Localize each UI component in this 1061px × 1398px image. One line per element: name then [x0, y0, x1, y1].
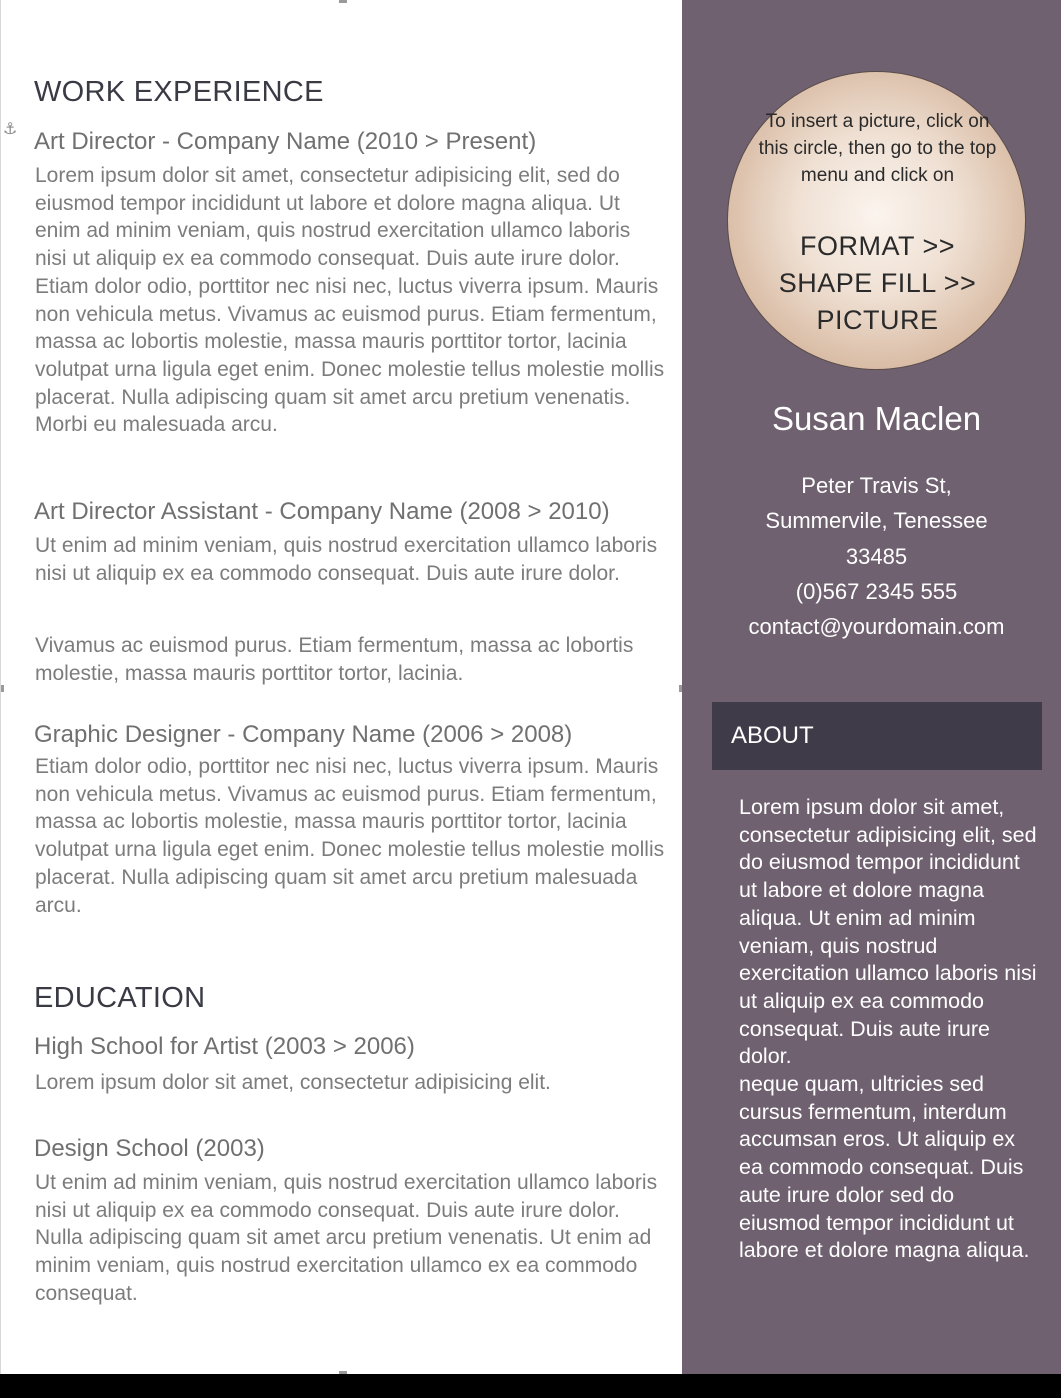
job-description: Lorem ipsum dolor sit amet, consectetur adipisicing elit, sed do eiusmod tempor incididunt ut labore et dolore magna aliqua. Ut enim ad minim veniam, quis nostrud exercitation ullamco laboris nisi ut aliquip ex ea commodo consequat. Duis aute irure dolor. Etiam dolor odio, porttitor nec nisi nec, luctus viverra ipsum. Mauris non vehicula metus. Vivamus ac euismod purus. Etiam fermentum, massa ac lobortis molestie, massa mauris porttitor tortor, lacinia volutpat urna ligula eget enim. Donec molestie tellus molestie mollis placerat. Nulla adipiscing quam sit amet arcu pretium venenatis. Morbi eu malesuada arcu. [35, 164, 665, 437]
page-bottom-edge [0, 1374, 1061, 1398]
education-title: High School for Artist (2003 > 2006) [34, 1033, 415, 1060]
selection-handle-left[interactable] [1, 685, 4, 692]
address-line-1: Peter Travis St, [801, 473, 952, 498]
about-paragraph-2: neque quam, ultricies sed cursus fermentum, interdum accumsan eros. Ut aliquip ex ea commodo consequat. Duis aute irure dolor sed do eiusmod tempor incididunt ut labore et dolore magna aliqua. [739, 1072, 1030, 1263]
about-header-bar [712, 702, 1042, 770]
photo-instructions [748, 228, 1007, 339]
about-paragraph: Lorem ipsum dolor sit amet, consectetur adipisicing elit, sed do eiusmod tempor incididunt ut labore et dolore magna aliqua. Ut enim ad minim veniam, quis nostrud exercitation ullamco laboris nisi ut aliquip ex ea commodo consequat. Duis aute irure dolor. [739, 795, 1037, 1069]
photo-cmd-picture: PICTURE [816, 305, 939, 335]
education-description: Lorem ipsum dolor sit amet, consectetur adipisicing elit. [35, 1071, 551, 1094]
job-description-extra: Vivamus ac euismod purus. Etiam fermentum, massa ac lobortis molestie, massa mauris porttitor tortor, lacinia. [35, 634, 634, 685]
about-heading: ABOUT [731, 722, 814, 749]
about-text [739, 794, 1039, 1265]
email-address: contact@yourdomain.com [748, 614, 1005, 639]
job-description: Etiam dolor odio, porttitor nec nisi nec, luctus viverra ipsum. Mauris non vehicula metus. Vivamus ac euismod purus. Etiam fermentum, massa ac lobortis molestie, massa mauris porttitor tortor, lacinia volutpat urna ligula eget enim. Donec molestie tellus molestie mollis placerat. Nulla adipiscing quam sit amet arcu pretium malesuada arcu. [35, 755, 665, 917]
photo-hint-text: To insert a picture, click on this circle, then go to the top menu and click on [758, 111, 997, 186]
education-description: Ut enim ad minim veniam, quis nostrud exercitation ullamco laboris nisi ut aliquip ex ea commodo consequat. Duis aute irure dolor. Nulla adipiscing quam sit amet arcu pretium venenatis. Ut enim ad minim veniam, quis nostrud exercitation ullamco ex ea commodo consequat. [35, 1171, 658, 1305]
phone-number: (0)567 2345 555 [795, 579, 958, 604]
candidate-name: Susan Maclen [771, 400, 982, 437]
photo-cmd-shape-fill: SHAPE FILL >> [778, 268, 977, 298]
sidebar [682, 0, 1061, 1374]
anchor-icon[interactable]: ⚓ [3, 121, 18, 138]
job-title: Art Director - Company Name (2010 > Present) [34, 128, 537, 155]
education-title: Design School (2003) [34, 1135, 265, 1162]
selection-handle-top[interactable] [339, 0, 347, 3]
photo-cmd-format: FORMAT >> [799, 231, 956, 261]
profile-photo-placeholder[interactable] [727, 71, 1026, 370]
job-title: Art Director Assistant - Company Name (2008 > 2010) [34, 498, 610, 525]
job-description: Ut enim ad minim veniam, quis nostrud exercitation ullamco laboris nisi ut aliquip ex ea commodo consequat. Duis aute irure dolor. [35, 534, 658, 585]
job-title: Graphic Designer - Company Name (2006 > 2008) [34, 721, 573, 748]
address-zip: 33485 [845, 544, 908, 569]
education-heading: EDUCATION [34, 982, 206, 1014]
work-experience-heading: WORK EXPERIENCE [34, 76, 324, 108]
address-line-2: Summervile, Tenessee [765, 508, 988, 533]
